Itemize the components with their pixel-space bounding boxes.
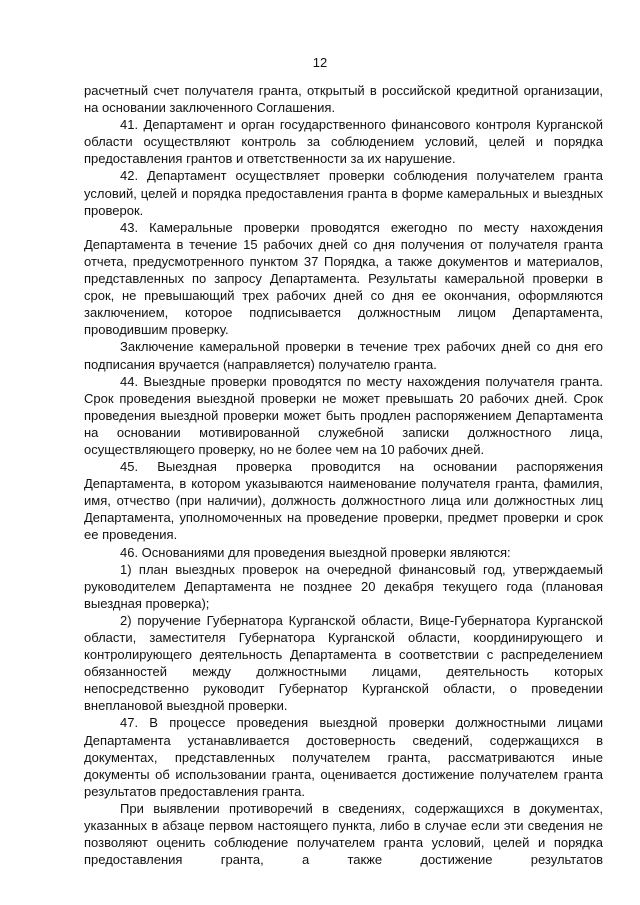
- paragraph-46: 46. Основаниями для проведения выездной проверки являются:: [120, 544, 511, 560]
- paragraph-47-contradictions: При выявлении противоречий в сведениях, содержащихся в документах, указанных в абзаце первом настоящего пункта, либо в случае если эти сведения не позволяют оценить соблюдение получателем гранта условий, целей и порядка предоставления гранта, а также достижение результатов: [84, 800, 603, 868]
- paragraph-46-item-2: 2) поручение Губернатора Курганской области, Вице-Губернатора Курганской области, заместителя Губернатора Курганской области, координирующего и контролирующего деятельность Департамента в соответствии с распределением обязанностей между должностными лицами, деятельность которых непосредственно руководит Губернатор Курганской области, о проведении внеплановой выездной проверки.: [84, 612, 603, 714]
- paragraph-41: 41. Департамент и орган государственного финансового контроля Курганской области осуществляют контроль за соблюдением условий, целей и порядка предоставления грантов и ответственности за их нарушение.: [84, 117, 603, 167]
- paragraph-46-item-1: 1) план выездных проверок на очередной финансовый год, утверждаемый руководителем Департамента не позднее 20 декабря текущего года (плановая выездная проверка);: [84, 561, 603, 611]
- document-body: [84, 82, 603, 868]
- paragraph-43-conclusion: Заключение камеральной проверки в течение трех рабочих дней со дня его подписания вручается (направляется) получателю гранта.: [84, 339, 603, 372]
- paragraph-42: 42. Департамент осуществляет проверки соблюдения получателем гранта условий, целей и порядка предоставления гранта в форме камеральных и выездных проверок.: [84, 168, 603, 218]
- paragraph-47: 47. В процессе проведения выездной проверки должностными лицами Департамента устанавливается достоверность сведений, содержащихся в документах, представленных получателем гранта, рассматриваются иные документы об использовании гранта, оценивается достижение получателем гранта результатов предоставления гранта.: [84, 715, 603, 799]
- paragraph-continuation: расчетный счет получателя гранта, открытый в российской кредитной организации, на основании заключенного Соглашения.: [84, 83, 603, 116]
- paragraph-43: 43. Камеральные проверки проводятся ежегодно по месту нахождения Департамента в течение 15 рабочих дней со дня получения от получателя гранта отчета, предусмотренного пунктом 37 Порядка, а также документов и материалов, представленных по запросу Департамента. Результаты камеральной проверки в срок, не превышающий трех рабочих дней со дня ее окончания, оформляются заключением, которое подписывается должностным лицом Департамента, проводившим проверку.: [84, 219, 603, 338]
- paragraph-45: 45. Выездная проверка проводится на основании распоряжения Департамента, в котором указываются наименование получателя гранта, фамилия, имя, отчество (при наличии), должность должностного лица или должностных лиц Департамента, уполномоченных на проведение проверки, предмет проверки и срок ее проведения.: [84, 459, 603, 543]
- paragraph-44: 44. Выездные проверки проводятся по месту нахождения получателя гранта. Срок проведения выездной проверки не может превышать 20 рабочих дней. Срок проведения выездной проверки может быть продлен распоряжением Департамента на основании мотивированной служебной записки должностного лица, осуществляющего проверку, но не более чем на 10 рабочих дней.: [84, 373, 603, 457]
- page-number: 12: [312, 55, 328, 70]
